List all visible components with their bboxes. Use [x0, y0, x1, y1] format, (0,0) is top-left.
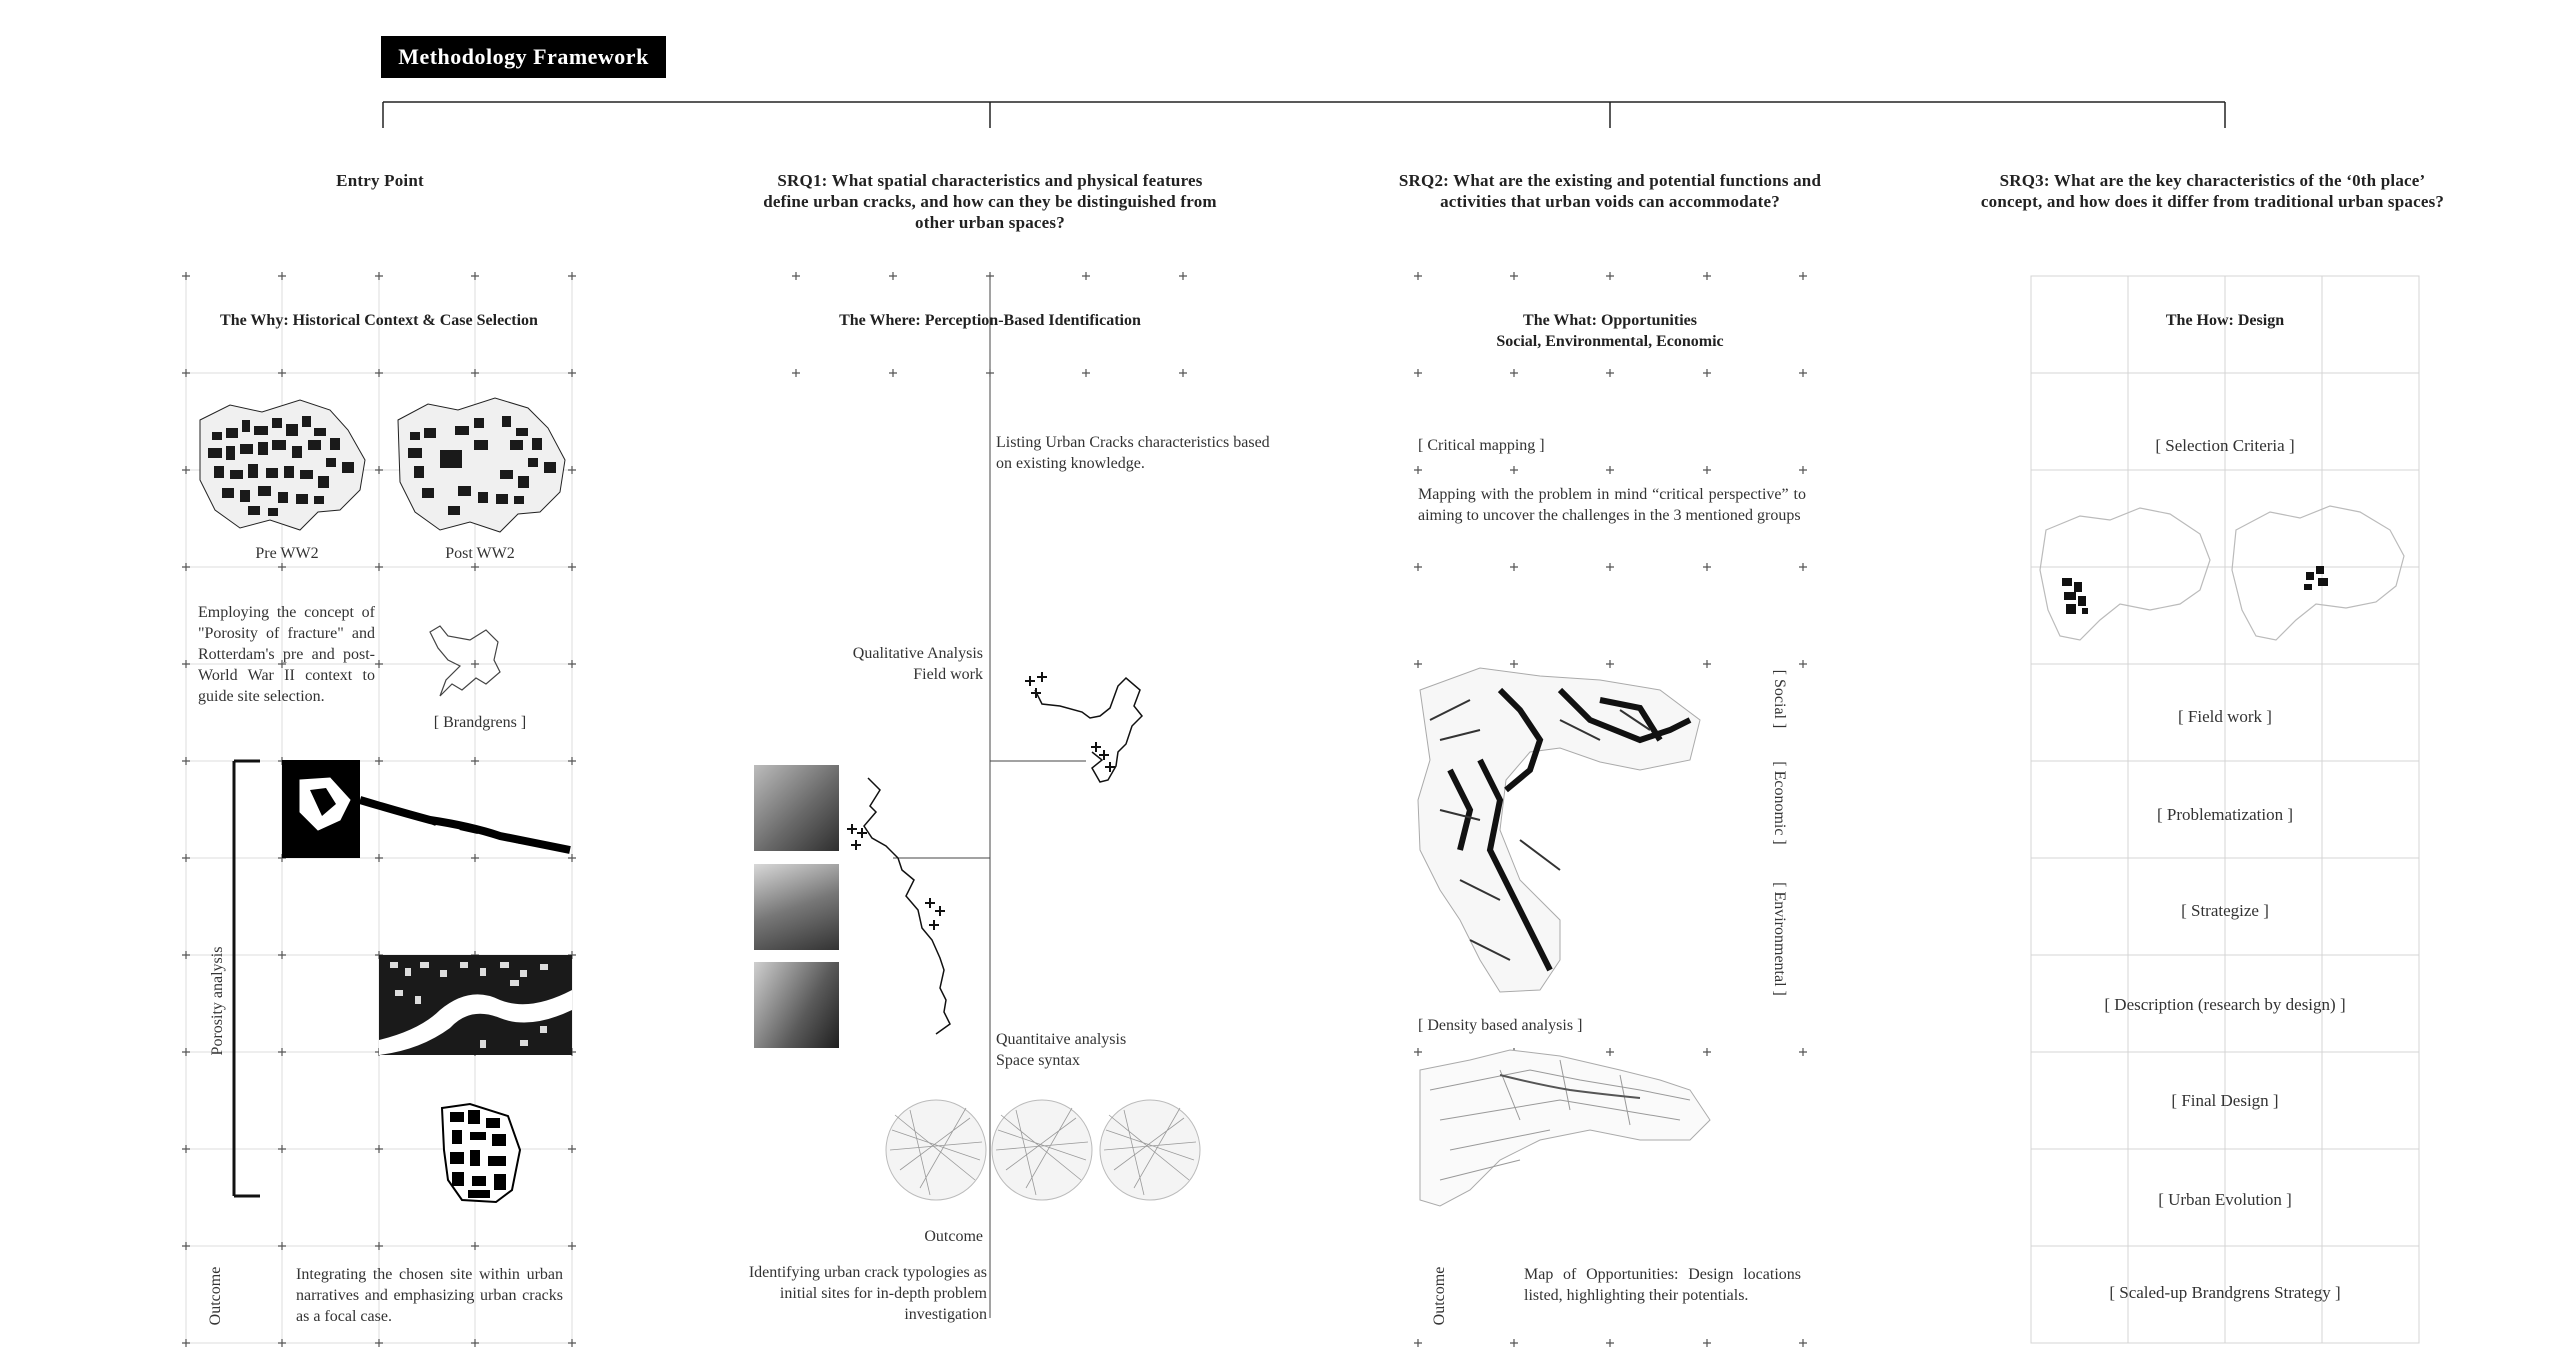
- grid-marker: [568, 854, 576, 862]
- grid-marker: [1799, 369, 1807, 377]
- entry-concept-text: Employing the concept of "Porosity of fracture" and Rotterdam's pre and post-World War II context to guide site selection.: [198, 604, 375, 705]
- grid-marker: [375, 272, 383, 280]
- srq2-heading: SRQ2: What are the existing and potential functions and activities that urban voids can accommodate?: [1398, 171, 1822, 211]
- grid-marker: [568, 757, 576, 765]
- grid-marker: [1703, 563, 1711, 571]
- grid-marker: [471, 1242, 479, 1250]
- grid-marker: [278, 369, 286, 377]
- fieldwork-label: Field work: [913, 666, 983, 683]
- connector-lines: [383, 102, 2225, 128]
- srq3-section-title: The How: Design: [2165, 312, 2285, 329]
- grid-marker: [1414, 272, 1422, 280]
- grid-marker: [1703, 1048, 1711, 1056]
- grid-marker: [375, 1339, 383, 1347]
- grid-marker: [278, 1145, 286, 1153]
- grid-marker: [471, 660, 479, 668]
- grid-marker: [1606, 466, 1614, 474]
- grid-marker: [1414, 563, 1422, 571]
- grid-marker: [568, 466, 576, 474]
- grid-marker: [182, 563, 190, 571]
- step-description: [ Description (research by design) ]: [2104, 995, 2346, 1014]
- grid-marker: [278, 1242, 286, 1250]
- srq1-heading: SRQ1: What spatial characteristics and physical features define urban cracks, and how can they be distinguished from other urban spaces?: [763, 171, 1217, 232]
- grid-marker: [1606, 660, 1614, 668]
- grid-marker: [1414, 660, 1422, 668]
- grid-marker: [1799, 466, 1807, 474]
- entry-section-title: The Why: Historical Context & Case Selection: [220, 312, 538, 329]
- grid-marker: [278, 563, 286, 571]
- critical-mapping-text: Mapping with the problem in mind “critical perspective” to aiming to uncover the challenges in the 3 mentioned groups: [1418, 486, 1806, 524]
- grid-marker: [1606, 563, 1614, 571]
- grid-marker: [278, 951, 286, 959]
- srq1-outcome-text: Identifying urban crack typologies as initial sites for in-depth problem investigation: [748, 1264, 987, 1323]
- grid-marker: [1799, 1048, 1807, 1056]
- grid-marker: [1606, 1048, 1614, 1056]
- grid-marker: [1703, 660, 1711, 668]
- grid-marker: [1703, 466, 1711, 474]
- grid-marker: [1082, 369, 1090, 377]
- porosity-map-city: [379, 955, 572, 1055]
- grid-marker: [1510, 272, 1518, 280]
- grid-marker: [182, 1145, 190, 1153]
- grid-marker: [568, 1242, 576, 1250]
- framework-title: Methodology Framework: [381, 36, 666, 78]
- step-final-design: [ Final Design ]: [2171, 1091, 2279, 1110]
- grid-marker: [568, 369, 576, 377]
- grid-marker: [986, 272, 994, 280]
- grid-marker: [1799, 1339, 1807, 1347]
- grid-marker: [182, 466, 190, 474]
- opportunity-map: [1418, 668, 1700, 992]
- fieldwork-path-upper: [1035, 678, 1142, 782]
- grid-marker: [1510, 563, 1518, 571]
- grid-marker: [986, 369, 994, 377]
- grid-marker: [278, 1048, 286, 1056]
- fieldwork-photo-3: [754, 962, 839, 1048]
- grid-marker: [1414, 369, 1422, 377]
- grid-marker: [375, 369, 383, 377]
- grid-marker: [792, 272, 800, 280]
- grid-marker: [1799, 660, 1807, 668]
- grid-marker: [568, 563, 576, 571]
- porosity-map-site: [442, 1104, 520, 1202]
- grid-marker: [1082, 272, 1090, 280]
- step-urban-evolution: [ Urban Evolution ]: [2158, 1190, 2292, 1209]
- grid-marker: [568, 272, 576, 280]
- entry-heading: Entry Point: [336, 171, 424, 190]
- srq2-section-title-2: Social, Environmental, Economic: [1496, 333, 1724, 350]
- grid-marker: [375, 854, 383, 862]
- density-analysis-label: [ Density based analysis ]: [1418, 1017, 1583, 1034]
- grid-marker: [375, 1145, 383, 1153]
- quantitative-label: Quantitaive analysis: [996, 1031, 1127, 1048]
- density-map: [1420, 1050, 1710, 1206]
- grid-marker: [889, 272, 897, 280]
- srq3-heading: SRQ3: What are the key characteristics of the ‘0th place’ concept, and how does it differ from traditional urban spaces?: [1980, 171, 2445, 211]
- grid-marker: [278, 272, 286, 280]
- grid-marker: [792, 369, 800, 377]
- grid-marker: [182, 854, 190, 862]
- srq2-outcome-text: Map of Opportunities: Design locations listed, highlighting their potentials.: [1524, 1266, 1801, 1304]
- grid-marker: [375, 757, 383, 765]
- qualitative-label: Qualitative Analysis: [852, 645, 983, 662]
- entry-outcome-text: Integrating the chosen site within urban narratives and emphasizing urban cracks as a focal case.: [296, 1266, 563, 1325]
- grid-marker: [375, 1242, 383, 1250]
- fieldwork-photo-1: [754, 765, 839, 851]
- step-strategize: [ Strategize ]: [2181, 901, 2269, 920]
- grid-marker: [1179, 369, 1187, 377]
- grid-marker: [471, 369, 479, 377]
- grid-marker: [471, 563, 479, 571]
- selection-criteria-maps: [2040, 506, 2404, 640]
- grid-marker: [1510, 466, 1518, 474]
- pre-ww2-label: Pre WW2: [255, 545, 319, 562]
- grid-marker: [1703, 272, 1711, 280]
- grid-marker: [1510, 369, 1518, 377]
- pre-ww2-map: [200, 400, 365, 530]
- space-syntax-circles: [886, 1100, 1200, 1200]
- grid-marker: [375, 466, 383, 474]
- grid-marker: [889, 369, 897, 377]
- brandgrens-label: [ Brandgrens ]: [433, 714, 527, 731]
- grid-marker: [375, 563, 383, 571]
- grid-marker: [182, 1242, 190, 1250]
- grid-marker: [182, 272, 190, 280]
- grid-marker: [182, 757, 190, 765]
- listing-text: Listing Urban Cracks characteristics based on existing knowledge.: [996, 434, 1270, 472]
- space-syntax-label: Space syntax: [996, 1052, 1080, 1069]
- grid-marker: [182, 369, 190, 377]
- grid-marker: [568, 1339, 576, 1347]
- srq1-section-title: The Where: Perception-Based Identification: [839, 312, 1141, 329]
- grid-marker: [182, 660, 190, 668]
- srq1-outcome-label: Outcome: [924, 1228, 983, 1245]
- group-environmental: [ Environmental ]: [1771, 882, 1788, 996]
- entry-outcome-label: Outcome: [207, 1266, 224, 1326]
- grid-marker: [471, 854, 479, 862]
- critical-mapping-label: [ Critical mapping ]: [1418, 437, 1545, 454]
- grid-marker: [1703, 369, 1711, 377]
- grid-marker: [182, 1339, 190, 1347]
- grid-marker: [1179, 272, 1187, 280]
- grid-marker: [1606, 272, 1614, 280]
- fieldwork-path-lower: [864, 778, 950, 1034]
- grid-marker: [1703, 1339, 1711, 1347]
- grid-marker: [471, 272, 479, 280]
- grid-marker: [375, 660, 383, 668]
- grid-marker: [1799, 272, 1807, 280]
- grid-marker: [1414, 1339, 1422, 1347]
- group-economic: [ Economic ]: [1771, 761, 1788, 845]
- grid-marker: [182, 1048, 190, 1056]
- group-social: [ Social ]: [1771, 669, 1788, 729]
- porosity-analysis-label: Porosity analysis: [209, 946, 226, 1056]
- grid-marker: [1510, 1339, 1518, 1347]
- srq2-outcome-label: Outcome: [1431, 1266, 1448, 1326]
- grid-marker: [1799, 563, 1807, 571]
- porosity-map-river: [282, 760, 570, 858]
- step-problematization: [ Problematization ]: [2157, 805, 2293, 824]
- step-field-work: [ Field work ]: [2178, 707, 2272, 726]
- grid-marker: [568, 1145, 576, 1153]
- grid-marker: [471, 757, 479, 765]
- grid-marker: [182, 951, 190, 959]
- step-selection-criteria: [ Selection Criteria ]: [2155, 436, 2295, 455]
- fieldwork-photo-2: [754, 864, 839, 950]
- grid-marker: [568, 660, 576, 668]
- grid-marker: [471, 1339, 479, 1347]
- grid-marker: [278, 1339, 286, 1347]
- brandgrens-outline: [430, 626, 500, 696]
- post-ww2-label: Post WW2: [445, 545, 515, 562]
- grid-marker: [1414, 466, 1422, 474]
- porosity-bracket: [234, 761, 260, 1196]
- grid-marker: [1414, 1048, 1422, 1056]
- grid-marker: [1606, 1339, 1614, 1347]
- grid-marker: [1510, 660, 1518, 668]
- step-scaled-up-strategy: [ Scaled-up Brandgrens Strategy ]: [2109, 1283, 2341, 1302]
- srq2-section-title-1: The What: Opportunities: [1523, 312, 1697, 329]
- post-ww2-map: [398, 398, 565, 532]
- grid-marker: [1606, 369, 1614, 377]
